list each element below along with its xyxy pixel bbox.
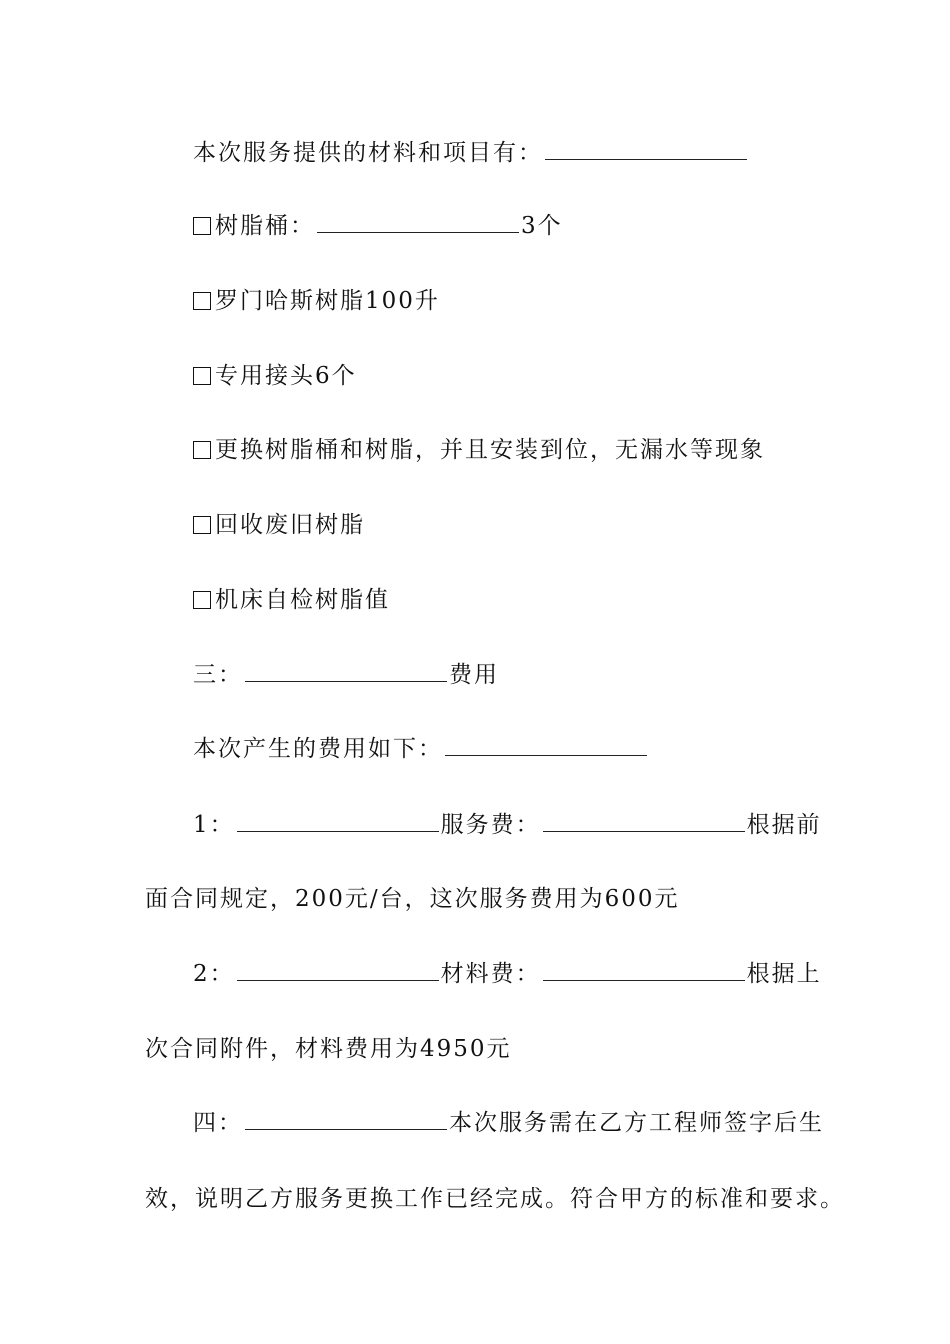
fees-intro-line bbox=[193, 734, 649, 764]
blank-field[interactable] bbox=[445, 735, 647, 756]
blank-field[interactable] bbox=[237, 960, 439, 981]
service-fee-number: 1： bbox=[193, 812, 235, 838]
checklist-item-resin bbox=[193, 286, 440, 316]
connector-text: 专用接头6个 bbox=[215, 363, 357, 389]
service-fee-continuation bbox=[145, 884, 680, 914]
blank-field[interactable] bbox=[245, 1109, 447, 1130]
service-fee-detail: 面合同规定，200元/台，这次服务费用为600元 bbox=[145, 886, 680, 912]
section-three-number: 三： bbox=[193, 662, 243, 688]
material-fee-label: 材料费： bbox=[440, 961, 541, 987]
checkbox-icon[interactable] bbox=[193, 516, 211, 534]
blank-field[interactable] bbox=[245, 661, 447, 682]
checklist-item-replace bbox=[193, 435, 765, 465]
checkbox-icon[interactable] bbox=[193, 591, 211, 609]
fees-intro-text: 本次产生的费用如下： bbox=[193, 736, 443, 762]
blank-field[interactable] bbox=[545, 139, 747, 160]
checkbox-icon[interactable] bbox=[193, 217, 211, 235]
blank-field[interactable] bbox=[543, 960, 745, 981]
section-three-heading bbox=[193, 660, 499, 690]
checklist-item-selfcheck bbox=[193, 585, 390, 615]
resin-bucket-label: 树脂桶： bbox=[215, 213, 315, 239]
section-four-continuation bbox=[145, 1184, 845, 1214]
blank-field[interactable] bbox=[237, 811, 439, 832]
checklist-item-recycle bbox=[193, 510, 365, 540]
replace-text: 更换树脂桶和树脂，并且安装到位，无漏水等现象 bbox=[215, 437, 765, 463]
checklist-item-connector bbox=[193, 361, 357, 391]
service-fee-basis: 根据前 bbox=[746, 812, 822, 838]
section-four-text: 本次服务需在乙方工程师签字后生 bbox=[449, 1110, 824, 1136]
blank-field[interactable] bbox=[543, 811, 745, 832]
resin-bucket-qty: 3个 bbox=[521, 213, 563, 239]
checklist-item-resin-bucket bbox=[193, 211, 563, 241]
checkbox-icon[interactable] bbox=[193, 367, 211, 385]
material-fee-number: 2： bbox=[193, 961, 235, 987]
material-fee-line bbox=[193, 959, 822, 989]
blank-field[interactable] bbox=[317, 212, 519, 233]
service-fee-line bbox=[193, 810, 822, 840]
resin-text: 罗门哈斯树脂100升 bbox=[215, 288, 440, 314]
recycle-text: 回收废旧树脂 bbox=[215, 512, 365, 538]
section-four-line bbox=[193, 1108, 824, 1138]
service-fee-label: 服务费： bbox=[440, 812, 541, 838]
section-four-detail: 效，说明乙方服务更换工作已经完成。符合甲方的标准和要求。 bbox=[145, 1186, 845, 1212]
material-fee-detail: 次合同附件，材料费用为4950元 bbox=[145, 1036, 512, 1062]
selfcheck-text: 机床自检树脂值 bbox=[215, 587, 390, 613]
checkbox-icon[interactable] bbox=[193, 441, 211, 459]
section-four-number: 四： bbox=[193, 1110, 243, 1136]
material-fee-basis: 根据上 bbox=[746, 961, 822, 987]
checkbox-icon[interactable] bbox=[193, 292, 211, 310]
material-fee-continuation bbox=[145, 1034, 512, 1064]
materials-intro-line bbox=[193, 138, 749, 168]
materials-intro-text: 本次服务提供的材料和项目有： bbox=[193, 140, 543, 166]
section-three-title: 费用 bbox=[449, 662, 499, 688]
